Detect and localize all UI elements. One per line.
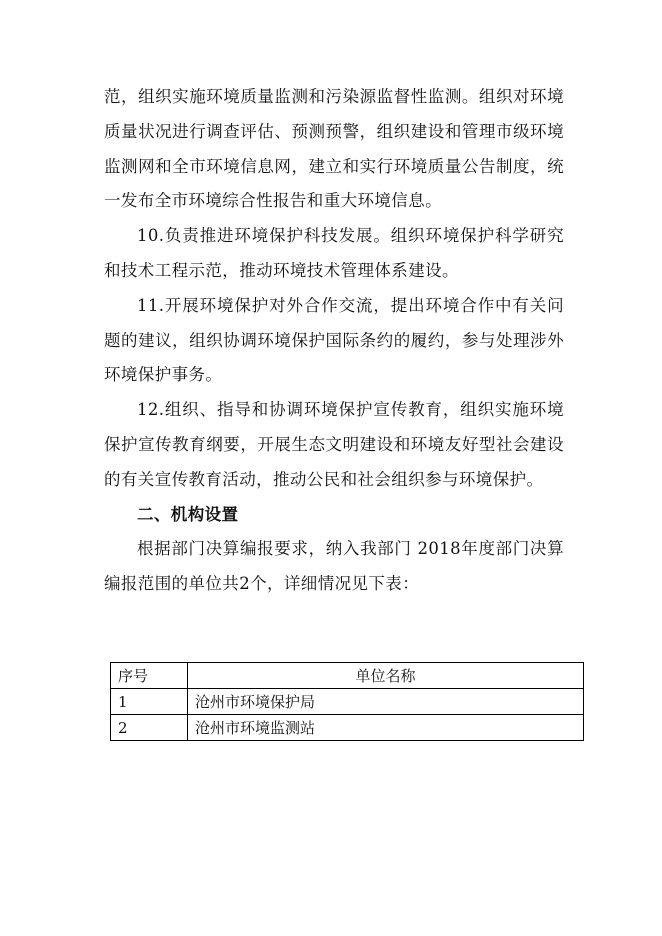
unit-name-cell: 沧州市环境保护局	[188, 689, 584, 715]
paragraph-continued: 范，组织实施环境质量监测和污染源监督性监测。组织对环境质量状况进行调查评估、预测预警，组织建设和管理市级环境监测网和全市环境信息网，建立和实行环境质量公告制度，统一发布全市环境综合性报告和重大环境信息。	[104, 87, 564, 211]
body-text	[104, 80, 564, 602]
header-unit-name: 单位名称	[188, 663, 584, 689]
table-row	[111, 715, 584, 741]
serial-no-cell: 1	[111, 689, 188, 715]
table-row	[111, 689, 584, 715]
paragraph-item-10: 10.负责推进环境保护科技发展。组织环境保护科学研究和技术工程示范，推动环境技术管理体系建设。	[104, 226, 564, 280]
intro-paragraph: 根据部门决算编报要求，纳入我部门 2018年度部门决算编报范围的单位共2个，详细情况见下表：	[104, 539, 564, 594]
paragraph-item-11: 11.开展环境保护对外合作交流，提出环境合作中有关问题的建议，组织协调环境保护国际条约的履约，参与处理涉外环境保护事务。	[104, 295, 564, 385]
table-header-row	[111, 663, 584, 689]
serial-no-cell: 2	[111, 715, 188, 741]
header-serial-no: 序号	[111, 663, 188, 689]
section-heading: 二、机构设置	[137, 504, 239, 524]
unit-table	[110, 662, 584, 741]
paragraph-item-12: 12.组织、指导和协调环境保护宣传教育，组织实施环境保护宣传教育纲要，开展生态文明建设和环境友好型社会建设的有关宣传教育活动，推动公民和社会组织参与环境保护。	[104, 400, 564, 489]
unit-name-cell: 沧州市环境监测站	[188, 715, 584, 741]
